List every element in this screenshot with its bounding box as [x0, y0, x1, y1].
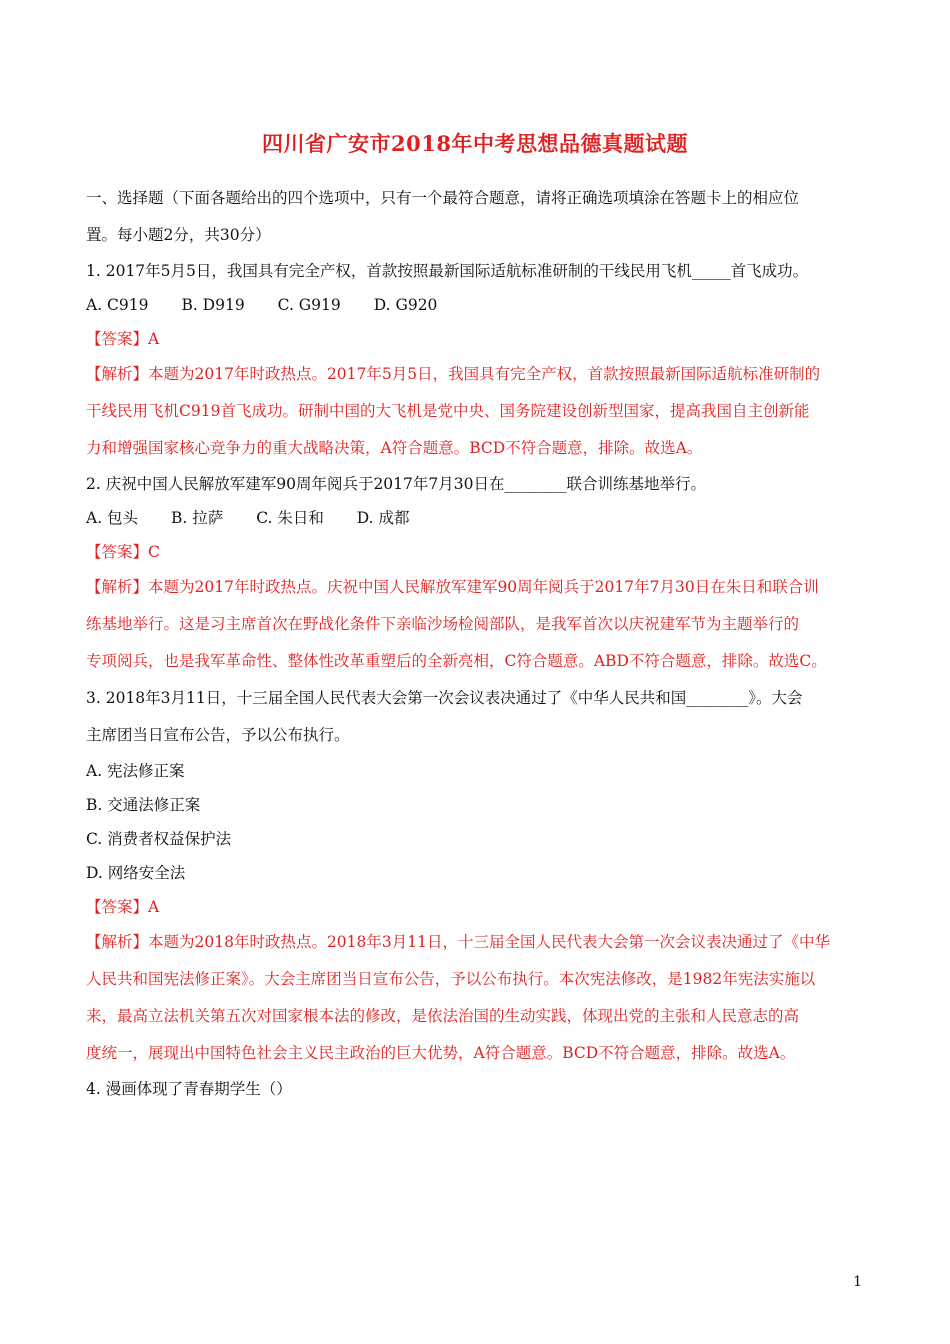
question-3-stem-line-2: 主席团当日宣布公告，予以公布执行。 — [86, 726, 350, 744]
question-1-stem: 1. 2017年5月5日，我国具有完全产权，首款按照最新国际适航标准研制的干线民用飞机_____首飞成功。 — [86, 262, 809, 280]
page-number: 1 — [853, 1274, 862, 1290]
question-3-option-c: C. 消费者权益保护法 — [86, 830, 232, 848]
question-2-option-b: B. 拉萨 — [171, 509, 224, 527]
question-2-option-a: A. 包头 — [86, 509, 139, 527]
question-3-option-d: D. 网络安全法 — [86, 864, 186, 882]
question-3-option-a: A. 宪法修正案 — [86, 762, 185, 780]
question-1-option-c: C. G919 — [277, 296, 341, 314]
question-2-stem: 2. 庆祝中国人民解放军建军90周年阅兵于2017年7月30日在________联合训练基地举行。 — [86, 475, 706, 493]
question-1-option-a: A. C919 — [86, 296, 149, 314]
question-3-analysis-line-3: 来，最高立法机关第五次对国家根本法的修改，是依法治国的生动实践，体现出党的主张和人民意志的高 — [86, 1007, 800, 1025]
question-1-analysis-line-1: 【解析】本题为2017年时政热点。2017年5月5日，我国具有完全产权，首款按照最新国际适航标准研制的 — [86, 365, 821, 383]
question-2-options — [86, 501, 876, 535]
question-2-answer: 【答案】C — [86, 543, 160, 561]
question-3-answer: 【答案】A — [86, 898, 160, 916]
question-1-analysis-line-2: 干线民用飞机C919首飞成功。研制中国的大飞机是党中央、国务院建设创新型国家，提高我国自主创新能 — [86, 402, 810, 420]
section-instruction-line-1: 一、选择题（下面各题给出的四个选项中，只有一个最符合题意，请将正确选项填涂在答题卡上的相应位 — [86, 189, 800, 207]
question-2-analysis-line-1: 【解析】本题为2017年时政热点。庆祝中国人民解放军建军90周年阅兵于2017年7月30日在朱日和联合训 — [86, 578, 819, 596]
question-3-analysis-line-2: 人民共和国宪法修正案》。大会主席团当日宣布公告，予以公布执行。本次宪法修改，是1982年宪法实施以 — [86, 970, 816, 988]
page-title: 四川省广安市2018年中考思想品德真题试题 — [262, 131, 688, 156]
question-1-option-b: B. D919 — [181, 296, 245, 314]
question-2-analysis-line-3: 专项阅兵，也是我军革命性、整体性改革重塑后的全新亮相，C符合题意。ABD不符合题意，排除。故选C。 — [86, 652, 827, 670]
question-3-analysis-line-4: 度统一，展现出中国特色社会主义民主政治的巨大优势，A符合题意。BCD不符合题意，排除。故选A。 — [86, 1044, 796, 1062]
question-3-option-b: B. 交通法修正案 — [86, 796, 201, 814]
document-body — [86, 180, 876, 1106]
question-3-stem-line-1: 3. 2018年3月11日，十三届全国人民代表大会第一次会议表决通过了《中华人民共和国________》。大会 — [86, 689, 803, 707]
question-3-analysis-line-1: 【解析】本题为2018年时政热点。2018年3月11日，十三届全国人民代表大会第一次会议表决通过了《中华 — [86, 933, 830, 951]
question-2-analysis-line-2: 练基地举行。这是习主席首次在野战化条件下亲临沙场检阅部队，是我军首次以庆祝建军节为主题举行的 — [86, 615, 800, 633]
question-1-answer: 【答案】A — [86, 330, 160, 348]
section-instruction-line-2: 置。每小题2分，共30分） — [86, 226, 271, 244]
question-2-option-c: C. 朱日和 — [256, 509, 324, 527]
question-1-analysis-line-3: 力和增强国家核心竞争力的重大战略决策，A符合题意。BCD不符合题意，排除。故选A。 — [86, 439, 703, 457]
question-1-options — [86, 288, 876, 322]
question-4-stem: 4. 漫画体现了青春期学生（） — [86, 1080, 292, 1098]
question-2-option-d: D. 成都 — [356, 509, 410, 527]
question-1-option-d: D. G920 — [373, 296, 438, 314]
